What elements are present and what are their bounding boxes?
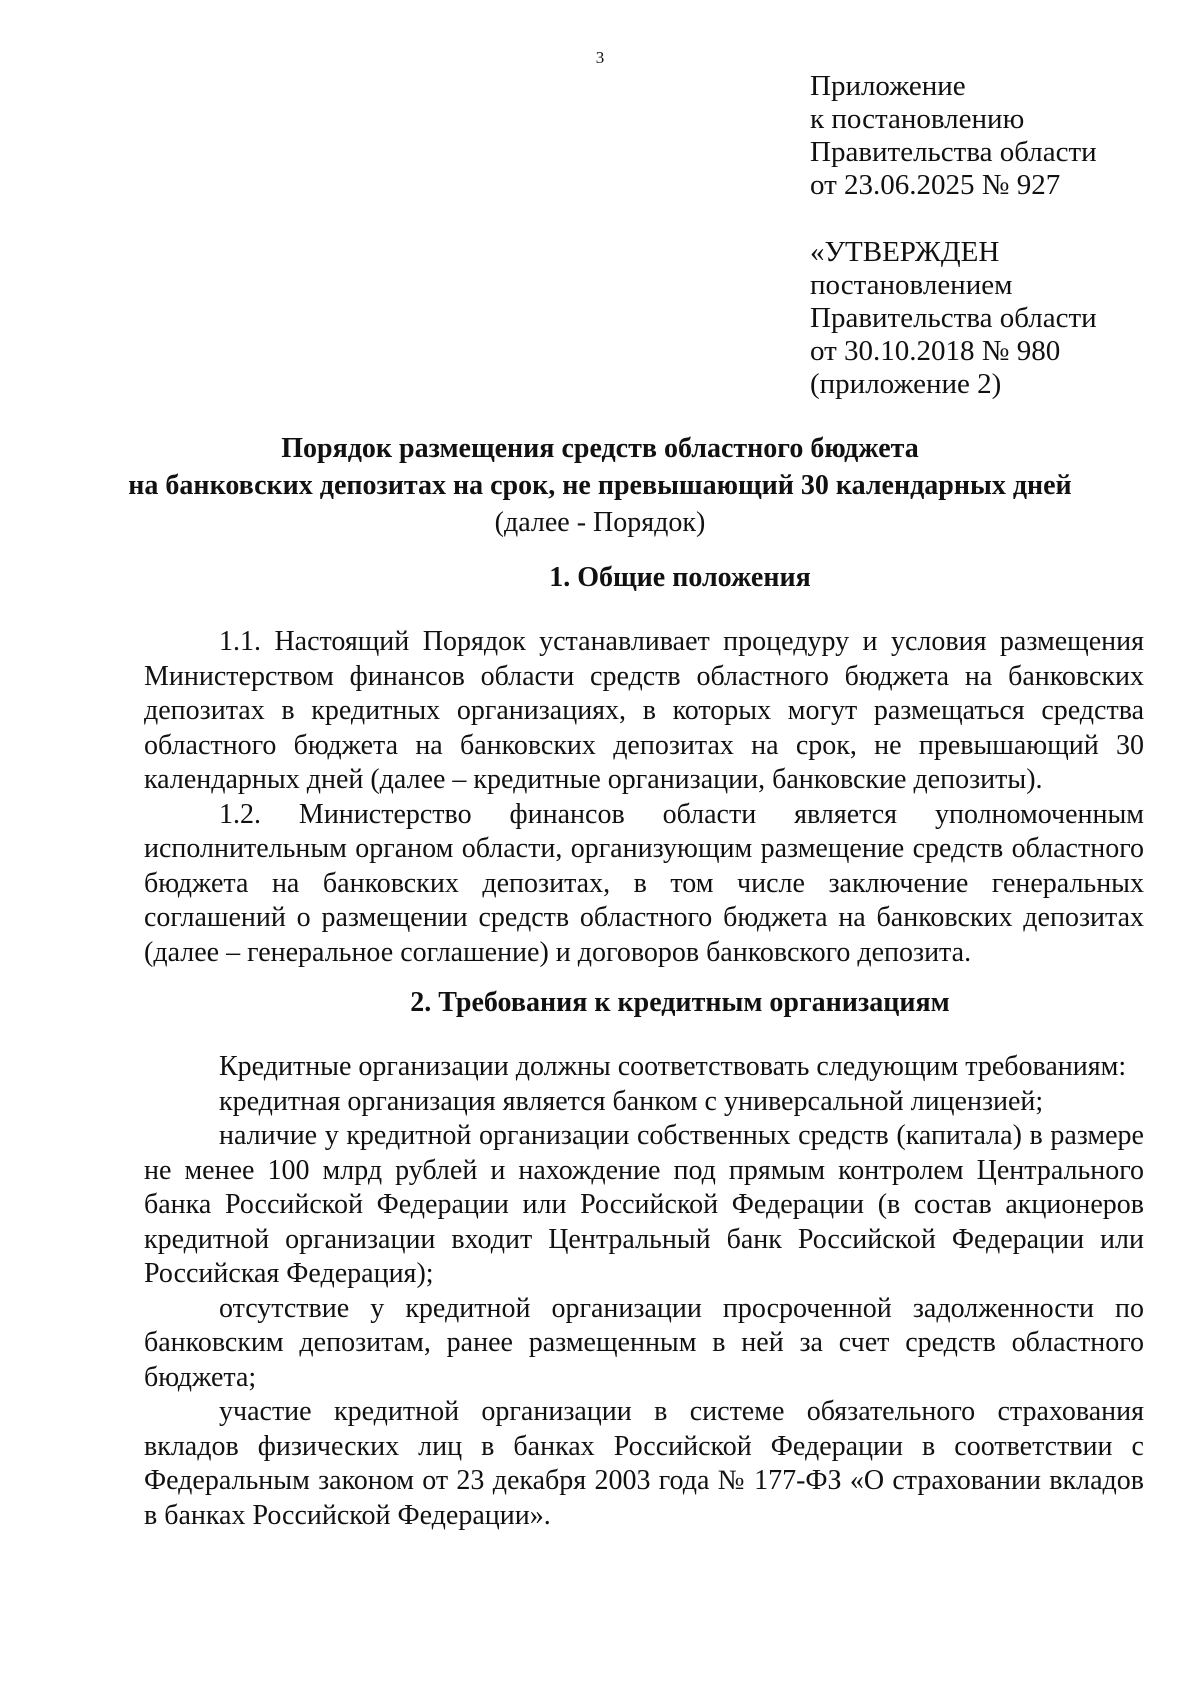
appendix-line: Приложение [810, 70, 966, 102]
document-title [0, 430, 1200, 541]
paragraph: Кредитные организации должны соответствовать следующим требованиям: [219, 1051, 1127, 1082]
approved-line: «УТВЕРЖДЕН [810, 236, 1000, 268]
approved-line: (приложение 2) [810, 368, 1002, 400]
appendix-line: от 23.06.2025 № 927 [810, 169, 1061, 201]
approved-block [810, 236, 1097, 401]
title-line-2: на банковских депозитах на срок, не превышающий 30 календарных дней [128, 470, 1072, 501]
paragraph: 1.1. Настоящий Порядок устанавливает процедуру и условия размещения Министерством финансов области средств областного бюджета на банковских депозитах в кредитных организациях, в которых могут размещаться средства областного бюджета на банковских депозитах на срок, не превышающий 30 календарных дней (далее – кредитные организации, банковские депозиты). [144, 626, 1144, 795]
page-number: 3 [595, 48, 605, 67]
section-2-heading: 2. Требования к кредитным организациям [410, 987, 950, 1018]
appendix-block [810, 70, 1097, 202]
section-1-body [144, 625, 1144, 970]
section-2-body [144, 1050, 1144, 1533]
paragraph: 1.2. Министерство финансов области является уполномоченным исполнительным органом области, организующим размещение средств областного бюджета на банковских депозитах, в том числе заключение генеральных соглашений о размещении средств областного бюджета на банковских депозитах (далее – генеральное соглашение) и договоров банковского депозита. [144, 798, 1144, 968]
title-line-1: Порядок размещения средств областного бюджета [281, 433, 919, 464]
paragraph: кредитная организация является банком с универсальной лицензией; [219, 1085, 1044, 1117]
approved-line: постановлением [810, 269, 1013, 301]
appendix-line: Правительства области [810, 136, 1097, 168]
paragraph: отсутствие у кредитной организации просроченной задолженности по банковским депозитам, ранее размещенным в ней за счет средств областного бюджета; [144, 1292, 1144, 1393]
title-subtitle: (далее - Порядок) [494, 507, 706, 538]
appendix-line: к постановлению [810, 103, 1025, 135]
paragraph: участие кредитной организации в системе обязательного страхования вкладов физических лиц в банках Российской Федерации в соответствии с Федеральным законом от 23 декабря 2003 года № 177-ФЗ «О страховании вкладов в банках Российской Федерации». [144, 1396, 1144, 1531]
paragraph: наличие у кредитной организации собственных средств (капитала) в размере не менее 100 млрд рублей и нахождение под прямым контролем Центрального банка Российской Федерации или Российской Федерации (в состав акционеров кредитной организации входит Центральный банк Российской Федерации или Российская Федерация); [144, 1120, 1144, 1289]
section-1-heading: 1. Общие положения [549, 562, 811, 593]
approved-line: от 30.10.2018 № 980 [810, 335, 1061, 367]
approved-line: Правительства области [810, 302, 1097, 334]
